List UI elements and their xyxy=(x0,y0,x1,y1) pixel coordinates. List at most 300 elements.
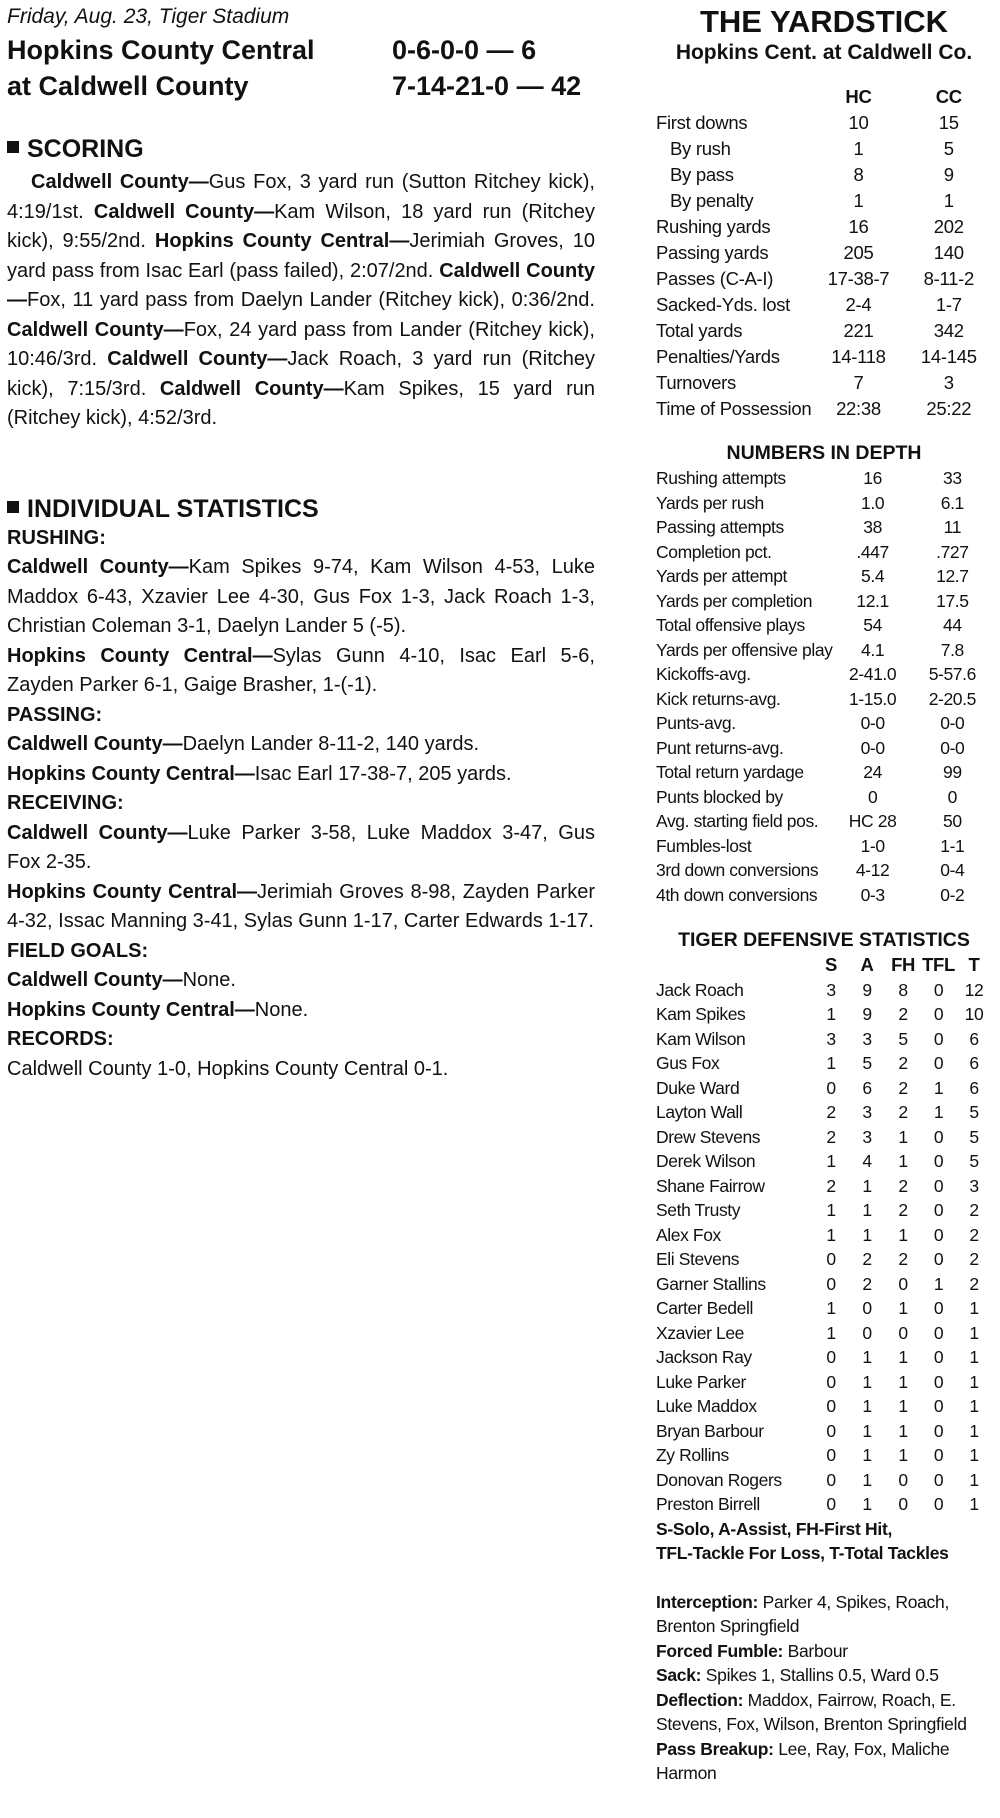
cc-value: 25:22 xyxy=(926,398,972,419)
cc-value: 5 xyxy=(943,138,954,159)
hc-value: 8 xyxy=(853,164,864,185)
stat-a: 2 xyxy=(862,1249,872,1269)
stat-s: 0 xyxy=(826,1249,836,1269)
table-row xyxy=(656,1223,992,1248)
stat-a: 3 xyxy=(862,1028,872,1049)
stat-a: 1 xyxy=(862,1494,872,1514)
stat-label: Punts-avg. xyxy=(656,713,736,733)
stat-fh: 2 xyxy=(898,1200,908,1220)
stat-t: 2 xyxy=(969,1224,979,1245)
records-label: RECORDS: xyxy=(7,1028,114,1050)
hc-value: 10 xyxy=(848,112,869,133)
final-score: 42 xyxy=(551,71,582,101)
stat-label: Passes (C-A-I) xyxy=(656,268,774,289)
stat-t: 1 xyxy=(969,1445,979,1465)
cc-value: 5-57.6 xyxy=(928,664,976,684)
cc-value: 12.7 xyxy=(936,566,969,586)
stat-t: 3 xyxy=(969,1175,979,1196)
stat-tfl: 0 xyxy=(933,1126,944,1147)
cc-value: 0-0 xyxy=(940,713,965,733)
legend-line: TFL-Tackle For Loss, T-Total Tackles xyxy=(656,1543,949,1563)
stat-a: 1 xyxy=(862,1347,872,1367)
player-name: Kam Wilson xyxy=(656,1028,746,1049)
stat-t: 1 xyxy=(969,1298,979,1318)
table-row xyxy=(656,1443,992,1468)
stat-tfl: 0 xyxy=(933,1028,944,1049)
table-row xyxy=(656,687,992,712)
table-row xyxy=(656,1492,992,1517)
square-bullet-icon xyxy=(7,501,19,513)
column-header: S xyxy=(825,954,837,975)
table-row xyxy=(656,638,992,663)
stat-label: Punts blocked by xyxy=(656,786,783,807)
scoring-play: Fox, 24 yard pass from Lander (Ritchey kick), 10:46/3rd. xyxy=(7,318,595,370)
player-name: Alex Fox xyxy=(656,1224,721,1245)
stat-a: 1 xyxy=(862,1224,872,1245)
stat-s: 3 xyxy=(826,979,836,1000)
table-row xyxy=(656,396,992,422)
stat-t: 1 xyxy=(969,1396,979,1416)
stat-label: Yards per completion xyxy=(656,590,813,611)
stat-label: Passing attempts xyxy=(656,517,784,537)
rushing-stats: Hopkins County Central—Sylas Gunn 4-10, Isac Earl 5-6, Zayden Parker 6-1, Gaige Brasher, 1-(-1). xyxy=(7,644,595,696)
stat-t: 6 xyxy=(969,1053,979,1073)
hc-value: 1.0 xyxy=(861,492,885,513)
stat-fh: 0 xyxy=(898,1494,908,1514)
stat-t: 5 xyxy=(969,1151,979,1171)
column-header: T xyxy=(968,954,980,975)
table-row xyxy=(656,1468,992,1493)
cc-value: .727 xyxy=(936,541,969,562)
stat-tfl: 1 xyxy=(933,1077,944,1098)
table-row xyxy=(656,1198,992,1223)
stat-label: Yards per attempt xyxy=(656,566,787,586)
stat-tfl: 0 xyxy=(933,1469,944,1490)
player-name: Xzavier Lee xyxy=(656,1322,745,1343)
table-row xyxy=(656,292,992,318)
hc-value: HC 28 xyxy=(848,811,897,831)
column-header-cc: CC xyxy=(935,86,962,107)
stat-label: First downs xyxy=(656,112,748,133)
stat-fh: 1 xyxy=(898,1347,908,1367)
cc-value: 1-1 xyxy=(940,835,965,856)
player-name: Bryan Barbour xyxy=(656,1420,764,1441)
table-row xyxy=(656,466,992,491)
stat-s: 1 xyxy=(826,1298,836,1318)
table-row xyxy=(656,736,992,761)
scoring-play: Jack Roach, 3 yard run (Ritchey kick), 7:15/3rd. xyxy=(7,348,595,400)
stat-t: 12 xyxy=(964,979,984,1000)
team-stats-table xyxy=(656,84,992,422)
scoring-play: Jerimiah Groves, 10 yard pass from Isac Earl (pass failed), 2:07/2nd. xyxy=(7,230,595,282)
table-row xyxy=(656,110,992,136)
stat-fh: 2 xyxy=(898,1077,908,1098)
hc-value: 1-15.0 xyxy=(848,688,897,709)
table-row xyxy=(656,188,992,214)
table-row xyxy=(656,1174,992,1199)
stat-a: 4 xyxy=(862,1151,872,1171)
table-row xyxy=(656,1002,992,1027)
stat-a: 9 xyxy=(862,1004,872,1024)
cc-value: 99 xyxy=(943,762,962,782)
yardstick-subtitle: Hopkins Cent. at Caldwell Co. xyxy=(675,41,973,64)
stat-a: 1 xyxy=(862,1175,872,1196)
score-tally: 7-14-21-0 — 42 xyxy=(392,71,582,101)
stat-s: 0 xyxy=(826,1494,836,1514)
scoring-heading: SCORING xyxy=(7,134,595,164)
yardstick-title: THE YARDSTICK xyxy=(699,4,949,39)
stat-t: 10 xyxy=(964,1004,984,1024)
cc-value: 3 xyxy=(943,372,954,393)
stat-label: Punt returns-avg. xyxy=(656,737,784,758)
player-name: Gus Fox xyxy=(656,1053,720,1073)
hc-value: 2-41.0 xyxy=(848,664,897,684)
stat-s: 0 xyxy=(826,1445,836,1465)
table-row xyxy=(656,344,992,370)
table-row xyxy=(656,1027,992,1052)
stat-t: 2 xyxy=(969,1249,979,1269)
table-row xyxy=(656,883,992,908)
note-deflection: Deflection: Maddox, Fairrow, Roach, E. Stevens, Fox, Wilson, Brenton Springfield xyxy=(656,1689,967,1734)
hc-value: 1 xyxy=(853,190,864,211)
table-row xyxy=(656,1076,992,1101)
stat-label: By pass xyxy=(670,164,734,185)
cc-value: 8-11-2 xyxy=(923,268,974,289)
scoring-team: Caldwell County— xyxy=(107,348,288,370)
table-row xyxy=(656,978,992,1003)
stat-s: 3 xyxy=(826,1028,836,1049)
cc-value: 15 xyxy=(938,112,959,133)
stat-fh: 1 xyxy=(898,1298,908,1318)
numbers-in-depth-title: NUMBERS IN DEPTH xyxy=(726,442,922,464)
cc-value: 7.8 xyxy=(940,639,964,660)
table-header-row xyxy=(656,953,992,978)
stat-label: Kickoffs-avg. xyxy=(656,664,751,684)
stat-tfl: 0 xyxy=(933,1494,944,1514)
score-tally: 0-6-0-0 — 6 xyxy=(392,35,537,65)
cc-value: 342 xyxy=(933,320,964,341)
hc-value: 0-0 xyxy=(860,713,885,733)
stat-fh: 0 xyxy=(898,1322,908,1343)
stat-tfl: 0 xyxy=(933,1224,944,1245)
player-name: Eli Stevens xyxy=(656,1249,740,1269)
stat-label: Turnovers xyxy=(656,372,736,393)
cc-value: 6.1 xyxy=(940,492,964,513)
stat-a: 1 xyxy=(862,1371,872,1392)
stat-fh: 1 xyxy=(898,1396,908,1416)
stat-s: 2 xyxy=(826,1175,836,1196)
hc-value: 1-0 xyxy=(860,835,885,856)
stat-s: 1 xyxy=(826,1322,836,1343)
stat-tfl: 0 xyxy=(933,1175,944,1196)
hc-value: 17-38-7 xyxy=(827,268,890,289)
stat-label: Yards per offensive play xyxy=(656,639,833,660)
stat-t: 1 xyxy=(969,1322,979,1343)
stat-fh: 1 xyxy=(898,1420,908,1441)
stat-a: 3 xyxy=(862,1126,872,1147)
stat-label: Yards per rush xyxy=(656,492,764,513)
stat-label: Avg. starting field pos. xyxy=(656,811,819,831)
cc-value: 2-20.5 xyxy=(928,688,976,709)
cc-value: 14-145 xyxy=(920,346,977,367)
stat-tfl: 1 xyxy=(933,1102,944,1122)
scoring-play: Kam Wilson, 18 yard run (Ritchey kick), 9:55/2nd. xyxy=(7,200,595,252)
column-header: FH xyxy=(891,954,915,975)
stat-t: 1 xyxy=(969,1420,979,1441)
stat-label: Sacked-Yds. lost xyxy=(656,294,791,315)
stat-a: 0 xyxy=(862,1322,872,1343)
stat-s: 1 xyxy=(826,1053,836,1073)
stat-label: Completion pct. xyxy=(656,541,772,562)
table-row xyxy=(656,1100,992,1125)
stat-fh: 1 xyxy=(898,1371,908,1392)
cc-value: 1 xyxy=(943,190,954,211)
table-row xyxy=(656,809,992,834)
stat-tfl: 0 xyxy=(933,979,944,1000)
player-name: Preston Birrell xyxy=(656,1494,760,1514)
player-name: Garner Stallins xyxy=(656,1273,766,1294)
table-row xyxy=(656,613,992,638)
hc-value: 0 xyxy=(867,786,878,807)
table-row xyxy=(656,370,992,396)
cc-value: 9 xyxy=(943,164,954,185)
stat-a: 1 xyxy=(862,1420,872,1441)
legend-line: S-Solo, A-Assist, FH-First Hit, xyxy=(656,1518,893,1539)
scoring-team: Caldwell County— xyxy=(159,377,344,400)
team-name: Hopkins County Central xyxy=(7,35,315,65)
stat-a: 1 xyxy=(862,1469,872,1490)
cc-value: 202 xyxy=(933,216,964,237)
hc-value: 221 xyxy=(843,320,874,341)
stat-s: 0 xyxy=(826,1077,836,1098)
scoring-summary xyxy=(7,168,595,434)
table-header-cell xyxy=(656,84,811,110)
scoring-team: Caldwell County— xyxy=(31,171,209,193)
stat-fh: 2 xyxy=(898,1004,908,1024)
hc-value: 12.1 xyxy=(856,590,889,611)
stat-a: 3 xyxy=(862,1102,872,1122)
table-row xyxy=(656,589,992,614)
stat-s: 0 xyxy=(826,1347,836,1367)
hc-value: 5.4 xyxy=(861,566,885,586)
stat-s: 0 xyxy=(826,1273,836,1294)
rushing-stats: Caldwell County—Kam Spikes 9-74, Kam Wilson 4-53, Luke Maddox 6-43, Xzavier Lee 4-30, Gus Fox 1-3, Jack Roach 1-3, Christian Coleman 3-1, Daelyn Lander 5 (-5). xyxy=(7,556,595,637)
stat-t: 2 xyxy=(969,1200,979,1220)
table-row xyxy=(656,1370,992,1395)
player-name: Donovan Rogers xyxy=(656,1469,782,1490)
stat-fh: 0 xyxy=(898,1273,908,1294)
player-name: Luke Parker xyxy=(656,1371,746,1392)
stat-tfl: 0 xyxy=(933,1347,944,1367)
hc-value: 2-4 xyxy=(845,294,872,315)
player-name: Kam Spikes xyxy=(656,1004,746,1024)
cc-value: 0-2 xyxy=(940,884,965,905)
table-row xyxy=(656,1321,992,1346)
stat-t: 2 xyxy=(969,1273,979,1294)
field-goals-label: FIELD GOALS: xyxy=(7,939,149,962)
stat-a: 1 xyxy=(862,1396,872,1416)
stat-label: Total return yardage xyxy=(656,762,804,782)
cc-value: 0-4 xyxy=(940,860,965,880)
stat-s: 0 xyxy=(826,1371,836,1392)
stat-t: 6 xyxy=(969,1077,979,1098)
stat-s: 1 xyxy=(826,1200,836,1220)
cc-value: 1-7 xyxy=(935,294,962,315)
stat-fh: 1 xyxy=(898,1151,908,1171)
cc-value: 140 xyxy=(933,242,964,263)
table-row xyxy=(656,760,992,785)
table-row xyxy=(656,711,992,736)
stat-label: 3rd down conversions xyxy=(656,860,819,880)
stat-fh: 8 xyxy=(898,979,908,1000)
team-name: at Caldwell County xyxy=(7,71,249,101)
table-row xyxy=(656,515,992,540)
stat-a: 9 xyxy=(862,979,872,1000)
square-bullet-icon xyxy=(7,141,19,153)
passing-stats: Hopkins County Central—Isac Earl 17-38-7, 205 yards. xyxy=(7,762,512,785)
stat-label: Total offensive plays xyxy=(656,615,805,635)
table-row xyxy=(656,564,992,589)
note-pass-breakup: Pass Breakup: Lee, Ray, Fox, Maliche Harmon xyxy=(656,1738,950,1783)
hc-value: 0-0 xyxy=(860,737,885,758)
table-row xyxy=(656,266,992,292)
scoring-play: Kam Spikes, 15 yard run (Ritchey kick), 4:52/3rd. xyxy=(7,377,595,429)
stat-tfl: 0 xyxy=(933,1249,944,1269)
field-goals-stats: Hopkins County Central—None. xyxy=(7,998,309,1021)
table-row xyxy=(656,1345,992,1370)
cc-value: 0-0 xyxy=(940,737,965,758)
quarter-scores: 7-14-21-0 xyxy=(392,71,510,101)
player-name: Seth Trusty xyxy=(656,1200,741,1220)
player-name: Carter Bedell xyxy=(656,1298,753,1318)
stat-a: 0 xyxy=(862,1298,872,1318)
stat-fh: 2 xyxy=(898,1249,908,1269)
table-row xyxy=(656,858,992,883)
column-header-hc: HC xyxy=(845,86,872,107)
table-row xyxy=(656,834,992,859)
defensive-notes xyxy=(656,1590,992,1786)
player-name: Duke Ward xyxy=(656,1077,740,1098)
table-row xyxy=(656,240,992,266)
cc-value: 44 xyxy=(943,615,962,635)
table-row xyxy=(656,1247,992,1272)
stat-label: Rushing attempts xyxy=(656,468,786,488)
table-row xyxy=(656,214,992,240)
stat-tfl: 0 xyxy=(933,1004,944,1024)
stat-tfl: 0 xyxy=(933,1151,944,1171)
stat-t: 1 xyxy=(969,1347,979,1367)
stat-a: 1 xyxy=(862,1445,872,1465)
table-row xyxy=(656,540,992,565)
hc-value: 205 xyxy=(843,242,874,263)
stat-s: 1 xyxy=(826,1224,836,1245)
hc-value: 4-12 xyxy=(855,860,890,880)
stat-fh: 2 xyxy=(898,1175,908,1196)
passing-stats: Caldwell County—Daelyn Lander 8-11-2, 140 yards. xyxy=(7,733,480,755)
stat-tfl: 0 xyxy=(933,1053,944,1073)
stat-label: By penalty xyxy=(670,190,754,211)
player-name: Luke Maddox xyxy=(656,1396,757,1416)
stat-a: 2 xyxy=(862,1273,872,1294)
hc-value: 22:38 xyxy=(836,398,881,419)
stat-tfl: 0 xyxy=(933,1298,944,1318)
cc-value: 50 xyxy=(943,811,962,831)
hc-value: 38 xyxy=(863,517,882,537)
hc-value: 4.1 xyxy=(861,639,885,660)
table-row xyxy=(656,1125,992,1150)
stat-fh: 0 xyxy=(898,1469,908,1490)
stat-fh: 1 xyxy=(898,1445,908,1465)
table-row xyxy=(656,1419,992,1444)
field-goals-stats: Caldwell County—None. xyxy=(7,969,236,991)
table-row xyxy=(656,491,992,516)
scoring-team: Hopkins County Central— xyxy=(154,230,410,252)
stat-t: 6 xyxy=(969,1028,979,1049)
final-score: 6 xyxy=(521,35,537,65)
stat-s: 2 xyxy=(826,1126,836,1147)
stat-tfl: 1 xyxy=(933,1273,944,1294)
stat-label: Kick returns-avg. xyxy=(656,688,781,709)
column-header: A xyxy=(860,954,874,975)
player-name: Zy Rollins xyxy=(656,1445,729,1465)
score-line-visitor xyxy=(7,32,595,68)
hc-value: 0-3 xyxy=(860,884,885,905)
scoring-play: Gus Fox, 3 yard run (Sutton Ritchey kick), 4:19/1st. xyxy=(7,171,595,223)
scoring-team: Caldwell County— xyxy=(93,200,275,223)
player-name: Layton Wall xyxy=(656,1102,743,1122)
player-name: Derek Wilson xyxy=(656,1151,756,1171)
scoring-team: Caldwell County— xyxy=(7,318,184,341)
game-dateline: Friday, Aug. 23, Tiger Stadium xyxy=(7,5,290,28)
stat-tfl: 0 xyxy=(933,1200,944,1220)
table-row xyxy=(656,662,992,687)
stat-s: 0 xyxy=(826,1469,836,1490)
stat-t: 5 xyxy=(969,1102,979,1122)
player-name: Shane Fairrow xyxy=(656,1175,765,1196)
defensive-stats-table xyxy=(656,953,992,1517)
note-sack: Sack: Spikes 1, Stallins 0.5, Ward 0.5 xyxy=(656,1665,939,1685)
quarter-scores: 0-6-0-0 xyxy=(392,35,480,65)
cc-value: 33 xyxy=(943,468,962,488)
scoring-play: Fox, 11 yard pass from Daelyn Lander (Ritchey kick), 0:36/2nd. xyxy=(27,289,595,311)
table-row xyxy=(656,785,992,810)
receiving-stats: Hopkins County Central—Jerimiah Groves 8-98, Zayden Parker 4-32, Issac Manning 3-41, Sylas Gunn 1-17, Carter Edwards 1-17. xyxy=(7,880,596,932)
hc-value: 14-118 xyxy=(831,346,886,367)
stat-s: 2 xyxy=(826,1102,836,1122)
rushing-label: RUSHING: xyxy=(7,526,106,549)
note-forced-fumble: Forced Fumble: Barbour xyxy=(656,1640,848,1661)
table-row xyxy=(656,1051,992,1076)
player-name: Jack Roach xyxy=(656,979,744,1000)
hc-value: 24 xyxy=(863,762,882,782)
stat-label: Penalties/Yards xyxy=(656,346,780,367)
box-score-column xyxy=(7,4,595,1084)
stat-label: 4th down conversions xyxy=(656,884,818,905)
scoring-team: Caldwell County— xyxy=(7,259,596,311)
stat-fh: 2 xyxy=(898,1102,908,1122)
numbers-in-depth-table xyxy=(656,466,992,907)
stat-fh: 2 xyxy=(898,1053,908,1073)
stat-label: Rushing yards xyxy=(656,216,771,237)
hc-value: 1 xyxy=(853,138,864,159)
stat-t: 5 xyxy=(969,1126,979,1147)
receiving-stats: Caldwell County—Luke Parker 3-58, Luke Maddox 3-47, Gus Fox 2-35. xyxy=(7,821,595,873)
cc-value: 0 xyxy=(947,786,958,807)
hc-value: 16 xyxy=(848,216,869,237)
hc-value: 54 xyxy=(863,615,882,635)
table-row xyxy=(656,162,992,188)
stat-fh: 1 xyxy=(898,1126,908,1147)
